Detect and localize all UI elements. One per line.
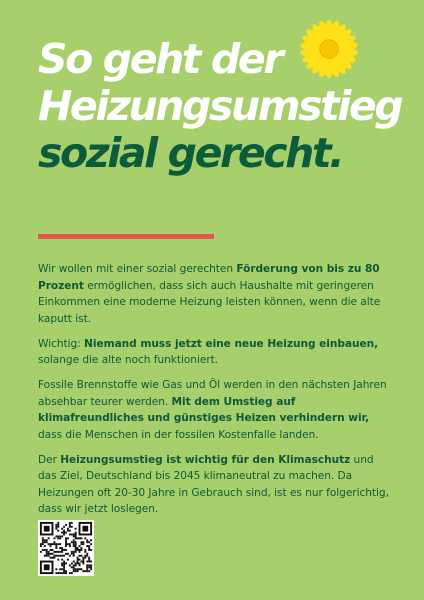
headline-line-2: Heizungsumstieg <box>38 82 402 130</box>
body-run: und das Ziel, Deutschland bis 2045 klimaneutral zu machen. Da Heizungen oft 20-30 Jahre in Gebrauch sind, ist es nur folgerichtig, dass wir jetzt loslegen. <box>38 453 389 515</box>
emphasis-text: Niemand muss jetzt eine neue Heizung einbauen, <box>84 337 379 350</box>
qr-code-icon[interactable] <box>38 520 94 576</box>
paragraph <box>38 336 390 369</box>
headline-line-3: sozial gerecht. <box>38 129 343 177</box>
emphasis-text: Förderung von bis zu 80 Prozent <box>38 263 380 292</box>
headline <box>38 36 408 177</box>
body-run: Wichtig: <box>38 337 85 350</box>
body-run: Der <box>38 453 61 466</box>
paragraph <box>38 377 390 443</box>
body-run: Wir wollen mit einer sozial gerechten <box>38 263 237 275</box>
emphasis-text: Heizungsumstieg ist wichtig für den Klimaschutz <box>60 453 351 466</box>
body-run: solange die alte noch funktioniert. <box>38 354 219 366</box>
headline-line-1: So geht der <box>38 35 282 83</box>
emphasis-text: Mit dem Umstieg auf klimafreundliches und günstiges Heizen verhindern wir, <box>38 395 370 424</box>
paragraph <box>38 261 390 327</box>
body-text <box>38 261 390 526</box>
accent-rule <box>38 234 214 239</box>
paragraph <box>38 452 390 518</box>
body-run: dass die Menschen in der fossilen Kostenfalle landen. <box>38 428 319 441</box>
body-run: Fossile Brennstoffe wie Gas und Öl werden in den nächsten Jahren absehbar teurer werden. <box>38 379 387 408</box>
body-run: ermöglichen, dass sich auch Haushalte mit geringeren Einkommen eine moderne Heizung leisten können, wenn die alte kaputt ist. <box>38 279 381 325</box>
